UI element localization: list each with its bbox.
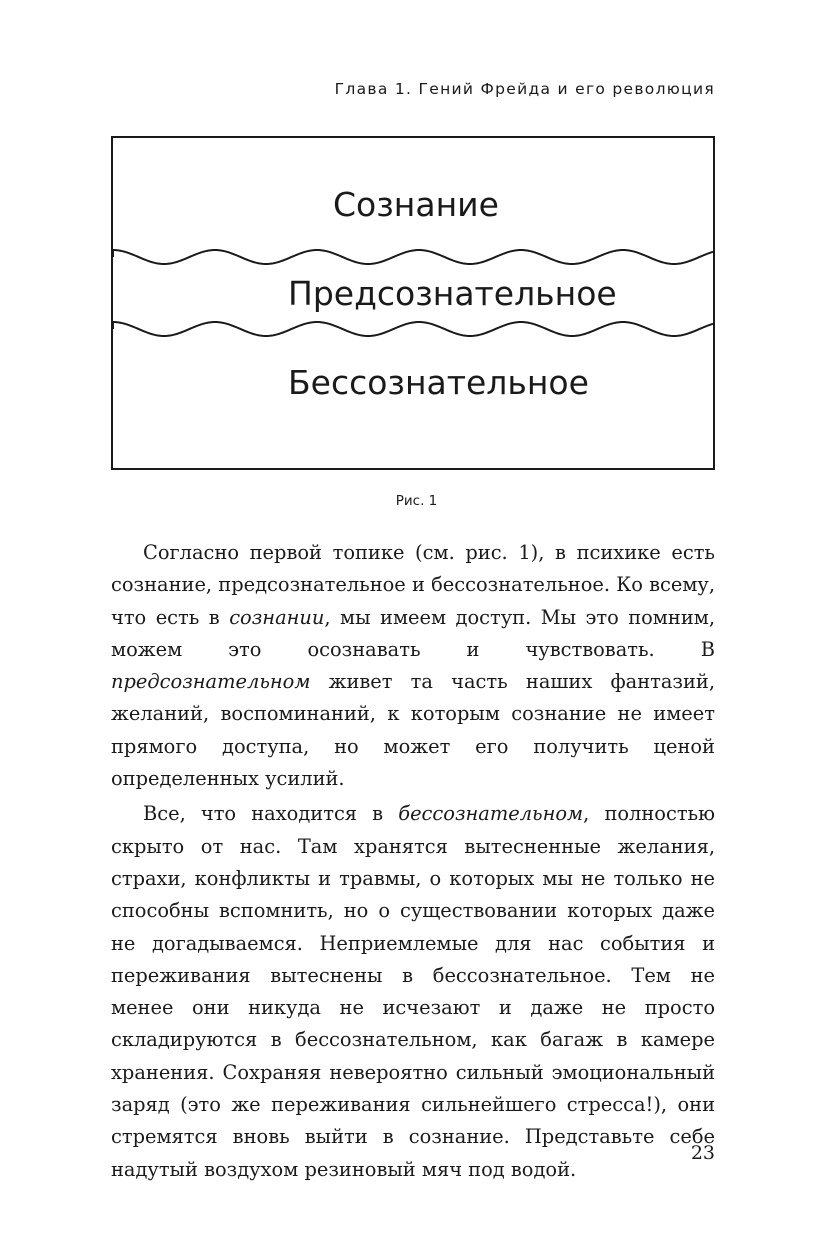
text-run: Согласно первой топике (см. рис. 1), в психике есть сознание, предсознательное и бессознательное. Ко всему, что есть в [111, 541, 715, 629]
body-text [111, 537, 715, 1186]
layer-label-conscious: Сознание [333, 185, 499, 224]
wave-divider-top [113, 250, 713, 264]
page-number: 23 [690, 1142, 715, 1164]
topography-diagram [111, 136, 715, 470]
figure-caption: Рис. 1 [395, 493, 438, 509]
emphasis-term: бессознательном [398, 802, 584, 826]
emphasis-term: сознании [229, 605, 325, 629]
emphasis-term: предсознательном [111, 670, 311, 694]
paragraph [111, 798, 715, 1186]
text-run: Все, что находится в [143, 802, 399, 826]
wave-divider-bottom [113, 322, 713, 336]
paragraph [111, 537, 715, 795]
text-run: , полностью скрыто от нас. Там хранятся вытесненные желания, страхи, конфликты и травмы, о которых мы не только не способны вспомнить, но о существовании которых даже не догадываемся. Неприемлемые для нас события и переживания вытеснены в бессознательное. Тем не менее они никуда не исчезают и даже не просто складируются в бессознательном, как багаж в камере хранения. Сохраняя невероятно сильный эмоциональный заряд (это же переживания сильнейшего стресса!), они стремятся вновь выйти в сознание. Представьте себе надутый воздухом резиновый мяч под водой. [111, 802, 715, 1181]
running-header: Глава 1. Гений Фрейда и его революция [334, 80, 715, 98]
layer-label-unconscious: Бессознательное [288, 363, 589, 402]
text-run: , мы имеем доступ. Мы это помним, можем это осознавать и чувствовать. В [111, 605, 715, 661]
layer-label-preconscious: Предсознательное [288, 274, 617, 313]
text-run: живет та часть наших фантазий, желаний, воспоминаний, к которым сознание не имеет прямого доступа, но может его получить ценой определенных усилий. [111, 670, 715, 791]
